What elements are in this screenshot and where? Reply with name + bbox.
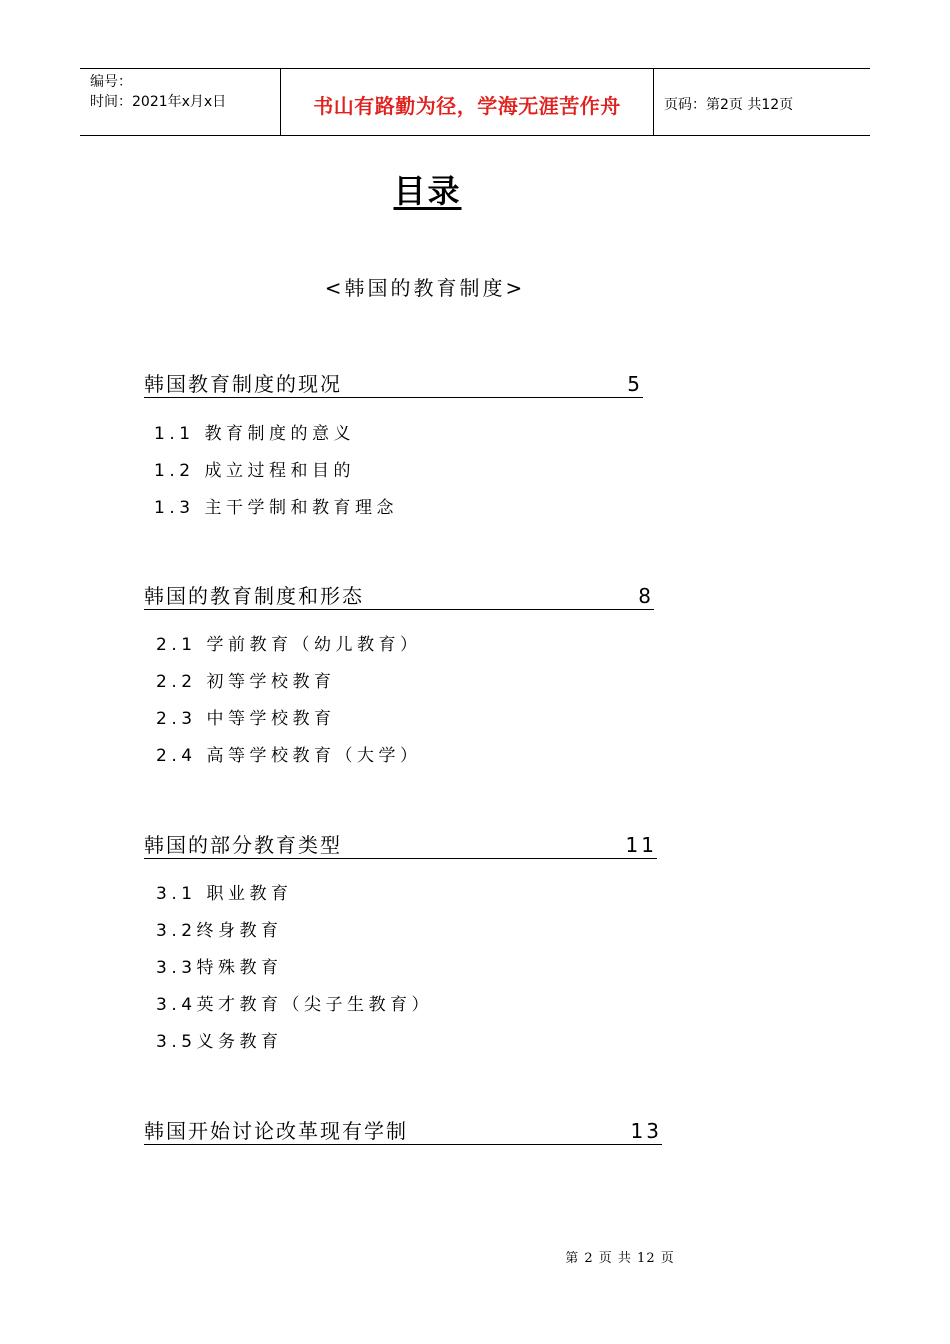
toc-section-title: 韩国的部分教育类型 xyxy=(144,833,342,857)
toc-item[interactable]: 1.3 主干学制和教育理念 xyxy=(154,498,398,518)
toc-section-title: 韩国开始讨论改革现有学制 xyxy=(144,1119,408,1143)
toc-item[interactable]: 1.2 成立过程和目的 xyxy=(154,461,355,481)
toc-section-title: 韩国教育制度的现况 xyxy=(144,372,342,396)
toc-section-4[interactable] xyxy=(144,1117,662,1145)
page-title: 目录 xyxy=(393,172,462,210)
header-motto-cell xyxy=(281,69,654,135)
toc-section-page: 5 xyxy=(627,372,643,396)
page-title-wrap xyxy=(0,166,855,212)
toc-section-3[interactable] xyxy=(144,831,657,859)
toc-item[interactable]: 2.4 高等学校教育（大学） xyxy=(156,746,422,766)
header-number-label: 编号： xyxy=(90,74,132,90)
toc-item[interactable]: 3.3特殊教育 xyxy=(156,958,283,978)
page-footer: 第 2 页 共 12 页 xyxy=(565,1251,675,1266)
toc-item[interactable]: 3.5义务教育 xyxy=(156,1032,283,1052)
toc-section-title: 韩国的教育制度和形态 xyxy=(144,584,364,608)
header-motto: 书山有路勤为径，学海无涯苦作舟 xyxy=(313,93,621,118)
document-subtitle: <韩国的教育制度> xyxy=(324,276,526,300)
toc-item[interactable]: 3.4英才教育（尖子生教育） xyxy=(156,995,434,1015)
toc-item[interactable]: 2.2 初等学校教育 xyxy=(156,672,336,692)
header-date-label: 时间：2021年x月x日 xyxy=(90,94,227,110)
toc-section-page: 13 xyxy=(630,1119,662,1143)
toc-item[interactable]: 3.2终身教育 xyxy=(156,921,283,941)
page-header xyxy=(80,68,870,136)
header-page-info: 页码：第2页 共12页 xyxy=(664,97,794,113)
toc-item[interactable]: 2.3 中等学校教育 xyxy=(156,709,336,729)
toc-item[interactable]: 1.1 教育制度的意义 xyxy=(154,424,355,444)
toc-section-page: 11 xyxy=(625,833,657,857)
header-meta xyxy=(80,69,281,135)
toc-item[interactable]: 3.1 职业教育 xyxy=(156,884,293,904)
toc-section-2[interactable] xyxy=(144,582,654,610)
toc-section-page: 8 xyxy=(638,584,654,608)
toc-section-1[interactable] xyxy=(144,370,643,398)
toc-item[interactable]: 2.1 学前教育（幼儿教育） xyxy=(156,635,422,655)
